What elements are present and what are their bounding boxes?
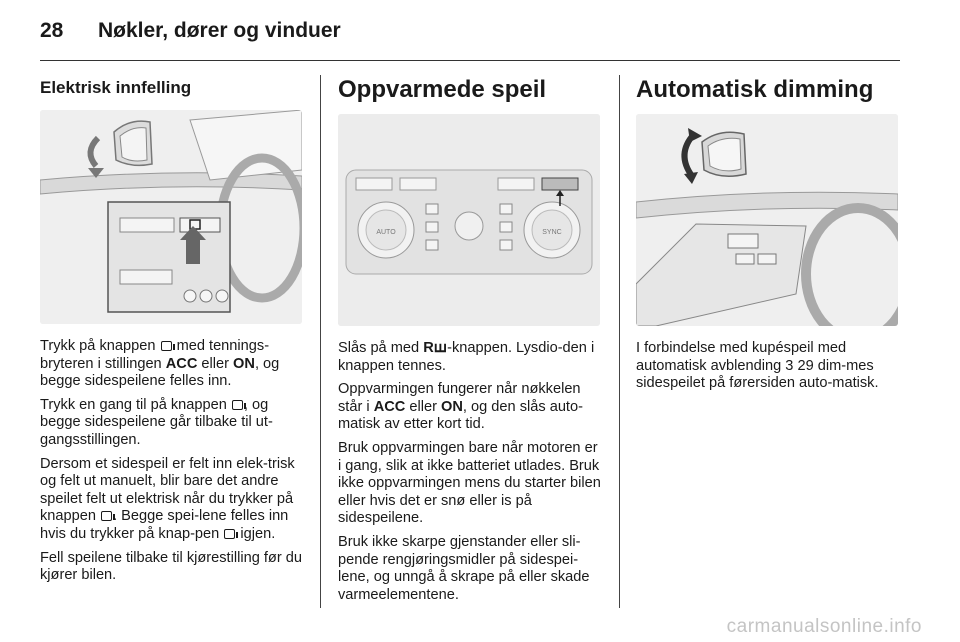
auto-label: AUTO <box>376 229 396 236</box>
heated-paragraph-3: Bruk oppvarmingen bare når motoren er i gang, slik at ikke batteriet utlades. Bruk ikke oppvarmingen mens du starter bilen eller hvis det er snø eller is på sidespeilene. <box>338 439 601 527</box>
text-run: Trykk en gang til på knappen <box>40 396 231 413</box>
climate-panel-illustration <box>338 114 600 326</box>
page-ref-arrow-icon: 3 <box>785 357 794 374</box>
heated-text <box>338 340 603 604</box>
mirror-fold-icon <box>224 529 235 539</box>
text-run: . Begge spei-lene felles inn hvis du trykker på knap-pen <box>40 508 289 542</box>
text-run: -knappen. Lysdio-den i knappen tennes. <box>338 340 595 374</box>
text-run: eller <box>405 398 441 415</box>
on-keyword: ON <box>441 398 463 415</box>
text-run: Oppvarmingen fungerer når nøkkelen står i <box>338 381 581 415</box>
column-auto-dimming <box>636 66 901 399</box>
mirror-fold-icon <box>232 400 243 410</box>
text-run: Dersom et sidespeil er felt inn elek-trisk og felt ut manuelt, blir bare det andre speilet felt ut elektrisk når du trykker på knappen <box>40 455 295 525</box>
dimming-paragraph-1 <box>636 340 901 393</box>
mirror-fold-figure <box>40 110 302 324</box>
column-divider <box>619 75 620 608</box>
heated-paragraph-4: Bruk ikke skarpe gjenstander eller sli-pende rengjøringsmidler på sidespei-lene, og unngå å skrape på eller skade varmeelementene. <box>338 533 590 603</box>
text-run: , og den slås auto-matisk av etter kort tid. <box>338 398 583 433</box>
page-number: 28 <box>40 19 64 42</box>
dimming-text <box>636 340 901 393</box>
column-divider <box>320 75 321 608</box>
section-heading-heated: Oppvarmede speil <box>338 76 547 103</box>
header-rule <box>40 60 900 61</box>
text-run: , og begge sidespeilene går tilbake til ut-gangsstillingen. <box>40 396 273 448</box>
section-heading-folding: Elektrisk innfelling <box>40 78 192 97</box>
column-heated-mirrors <box>338 66 603 610</box>
folding-paragraph-4: Fell speilene tilbake til kjørestilling før du kjører bilen. <box>40 549 302 584</box>
door-mirror-figure <box>636 114 898 326</box>
watermark: carmanualsonline.info <box>726 616 922 637</box>
heated-paragraph-2 <box>338 381 603 434</box>
text-run: Slås på med <box>338 340 424 356</box>
acc-keyword: ACC <box>165 355 198 372</box>
mirror-fold-illustration <box>40 110 302 324</box>
folding-text <box>40 338 305 585</box>
folding-paragraph-2 <box>40 397 305 450</box>
text-run: Trykk på knappen <box>40 338 160 354</box>
page-header <box>40 19 341 43</box>
section-heading-dimming: Automatisk dimming <box>636 76 874 103</box>
text-run: igjen. <box>236 525 276 542</box>
door-mirror-illustration <box>636 114 898 326</box>
mirror-fold-icon <box>161 341 172 351</box>
rear-window-heat-icon: Rꟺ <box>423 340 448 356</box>
text-run: , og begge sidespeilene felles inn. <box>40 355 280 390</box>
on-keyword: ON <box>233 355 255 372</box>
folding-paragraph-1 <box>40 338 305 391</box>
heated-paragraph-1 <box>338 340 603 375</box>
text-run: med tennings-bryteren i stillingen <box>40 338 270 372</box>
sync-label: SYNC <box>542 229 562 236</box>
climate-panel-figure <box>338 114 600 326</box>
acc-keyword: ACC <box>373 398 406 415</box>
text-run: 29 dim-mes sidespeilet på førersiden auto-matisk. <box>636 357 879 392</box>
column-mirror-folding <box>40 66 305 591</box>
mirror-fold-icon <box>101 511 112 521</box>
folding-paragraph-3 <box>40 456 305 544</box>
text-run: I forbindelse med kupéspeil med automatisk avblending <box>636 340 847 374</box>
text-run: eller <box>197 355 234 372</box>
chapter-title: Nøkler, dører og vinduer <box>98 19 341 42</box>
